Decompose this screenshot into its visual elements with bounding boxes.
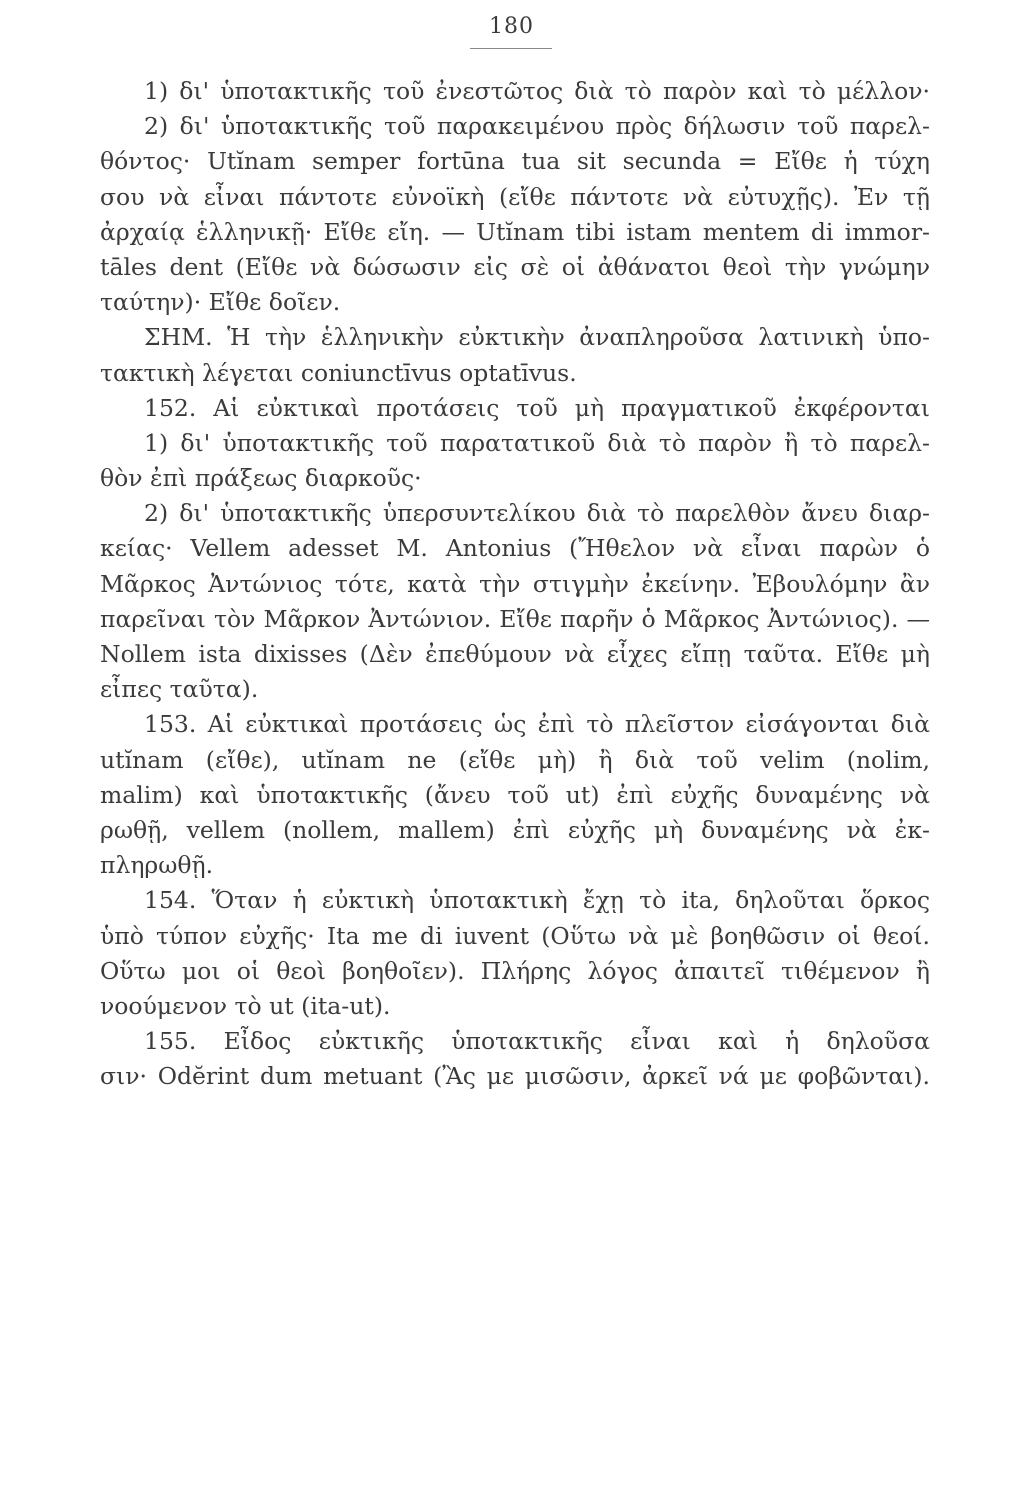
text-line: 153. Αἱ εὐκτικαὶ προτάσεις ὡς ἐπὶ τὸ πλεῖστον εἰσάγονται διὰ: [144, 710, 930, 739]
text-line: Οὕτω μοι οἱ θεοὶ βοηθοῖεν). Πλήρης λόγος ἀπαιτεῖ τιθέμενον ἢ: [100, 956, 930, 985]
page-number: 180: [489, 14, 534, 39]
header-rule: [470, 48, 552, 49]
text-line: παρεῖναι τὸν Μᾶρκον Ἀντώνιον. Εἴθε παρῆν ὁ Μᾶρκος Ἀντώνιος). —: [100, 604, 930, 633]
text-line: ΣΗΜ. Ἡ τὴν ἑλληνικὴν εὐκτικὴν ἀναπληροῦσα λατινικὴ ὑπο-: [144, 323, 930, 352]
text-line: θόντος· Utĭnam semper fortūna tua sit secunda = Εἴθε ἡ τύχη: [100, 147, 930, 176]
text-line: νοούμενον τὸ ut (ita-ut).: [100, 991, 391, 1020]
text-line: 2) δι' ὑποτακτικῆς τοῦ παρακειμένου πρὸς δήλωσιν τοῦ παρελ-: [144, 112, 930, 141]
text-line: τακτικὴ λέγεται coniunctīvus optatīvus.: [100, 358, 577, 387]
text-line: σιν· Odĕrint dum metuant (Ἂς με μισῶσιν, ἀρκεῖ νά με φοβῶνται).: [100, 1062, 930, 1091]
text-line: εἶπες ταῦτα).: [100, 675, 259, 704]
text-line: πληρωθῇ.: [100, 851, 214, 880]
text-line: 154. Ὅταν ἡ εὐκτικὴ ὑποτακτικὴ ἔχῃ τὸ ita, δηλοῦται ὅρκος: [144, 886, 930, 915]
text-line: ὑπὸ τύπον εὐχῆς· Ita me di iuvent (Οὕτω νὰ μὲ βοηθῶσιν οἱ θεοί.: [100, 921, 930, 950]
text-line: ρωθῇ, vellem (nollem, mallem) ἐπὶ εὐχῆς μὴ δυναμένης νὰ ἐκ-: [100, 815, 930, 844]
text-line: θὸν ἐπὶ πράξεως διαρκοῦς·: [100, 464, 422, 493]
text-line: κείας· Vellem adesset M. Antonius (Ἤθελον νὰ εἶναι παρὼν ὁ: [100, 534, 930, 563]
text-line: Μᾶρκος Ἀντώνιος τότε, κατὰ τὴν στιγμὴν ἐκείνην. Ἐβουλόμην ἂν: [100, 569, 930, 598]
text-line: ταύτην)· Εἴθε δοῖεν.: [100, 288, 341, 317]
text-line: 152. Αἱ εὐκτικαὶ προτάσεις τοῦ μὴ πραγματικοῦ ἐκφέρονται: [144, 393, 930, 422]
text-line: tāles dent (Εἴθε νὰ δώσωσιν εἰς σὲ οἱ ἀθάνατοι θεοὶ τὴν γνώμην: [100, 252, 930, 281]
text-line: ἀρχαίᾳ ἑλληνικῇ· Εἴθε εἴη. — Utĭnam tibi istam mentem di immor-: [100, 217, 930, 246]
text-line: Nollem ista dixisses (Δὲν ἐπεθύμουν νὰ εἶχες εἴπῃ ταῦτα. Εἴθε μὴ: [100, 640, 930, 668]
text-line: malim) καὶ ὑποτακτικῆς (ἄνευ τοῦ ut) ἐπὶ εὐχῆς δυναμένης νὰ: [100, 780, 930, 809]
text-line: 155. Εἶδος εὐκτικῆς ὑποτακτικῆς εἶναι καὶ ἡ δηλοῦσα: [144, 1027, 930, 1056]
text-line: utĭnam (εἴθε), utĭnam ne (εἴθε μὴ) ἢ διὰ τοῦ velim (nolim,: [100, 745, 930, 774]
text-line: 1) δι' ὑποτακτικῆς τοῦ ἐνεστῶτος διὰ τὸ παρὸν καὶ τὸ μέλλον·: [144, 77, 930, 105]
text-line: 2) δι' ὑποτακτικῆς ὑπερσυντελίκου διὰ τὸ παρελθὸν ἄνευ διαρ-: [144, 499, 930, 528]
text-line: 1) δι' ὑποτακτικῆς τοῦ παρατατικοῦ διὰ τὸ παρὸν ἢ τὸ παρελ-: [144, 428, 930, 457]
text-line: σου νὰ εἶναι πάντοτε εὐνοϊκὴ (εἴθε πάντοτε νὰ εὐτυχῇς). Ἐν τῇ: [100, 182, 930, 211]
body-text: [100, 74, 930, 1094]
